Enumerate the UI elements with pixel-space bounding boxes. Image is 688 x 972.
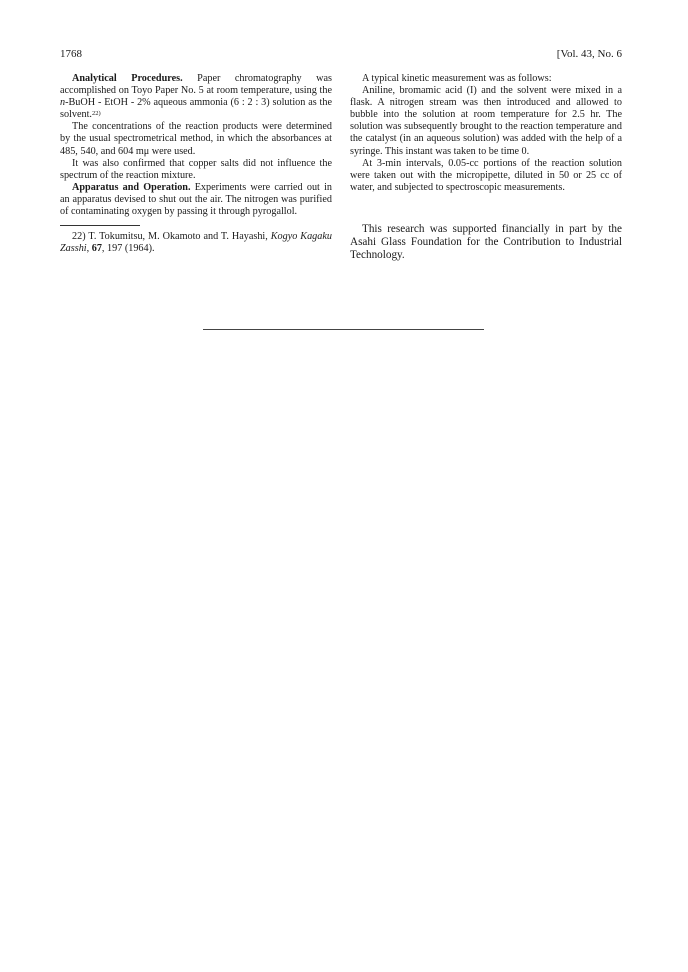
- apparatus-paragraph: Apparatus and Operation. Experiments were carried out in an apparatus devised to shut out the air. The nitrogen was purified of contaminating oxygen by passing it through pyrogallol.: [60, 181, 332, 218]
- apparatus-heading: Apparatus and Operation.: [72, 181, 191, 193]
- kinetic-intro-paragraph: A typical kinetic measurement was as follows:: [362, 73, 552, 84]
- kinetic-procedure-paragraph: Aniline, bromamic acid (I) and the solvent were mixed in a flask. A nitrogen stream was then introduced and allowed to bubble into the solution at room temperature for 2.5 hr. The solution was subsequently brought to the reaction temperature and the catalyst (in an aqueous solution) was added with the help of a syringe. This instant was taken to be time 0.: [350, 85, 622, 157]
- left-column: [60, 73, 332, 255]
- footnote-divider: [60, 225, 140, 226]
- acknowledgment-paragraph: This research was supported financially in part by the Asahi Glass Foundation for the Contribution to Industrial Technology.: [350, 222, 622, 261]
- copper-salts-paragraph: It was also confirmed that copper salts did not influence the spectrum of the reaction mixture.: [60, 157, 332, 181]
- concentrations-paragraph: The concentrations of the reaction products were determined by the usual spectrometrical method, in which the absorbances at 485, 540, and 604 mμ were used.: [60, 121, 332, 157]
- analytical-procedures-heading: Analytical Procedures.: [72, 73, 183, 84]
- article-end-rule: [203, 329, 484, 330]
- journal-volume: 67: [91, 243, 102, 255]
- right-column: [350, 73, 622, 262]
- analytical-procedures-paragraph: Analytical Procedures. Paper chromatography was accomplished on Toyo Paper No. 5 at room temperature, using the n-BuOH - EtOH - 2% aqueous ammonia (6 : 2 : 3) solution as the solvent.$^{22)}$: [60, 73, 332, 121]
- sampling-paragraph: At 3-min intervals, 0.05-cc portions of the reaction solution were taken out with the micropipette, diluted in 50 or 25 cc of water, and subjected to spectroscopic measurements.: [350, 157, 622, 193]
- reference-mark: 22): [91, 110, 101, 118]
- page-number: 1768: [60, 48, 82, 60]
- volume-issue: [Vol. 43, No. 6: [556, 48, 622, 60]
- journal-name: Kogyo Kagaku Zasshi: [60, 231, 332, 255]
- footnote-22: 22) T. Tokumitsu, M. Okamoto and T. Hayashi, Kogyo Kagaku Zasshi, 67, 197 (1964).: [60, 231, 332, 255]
